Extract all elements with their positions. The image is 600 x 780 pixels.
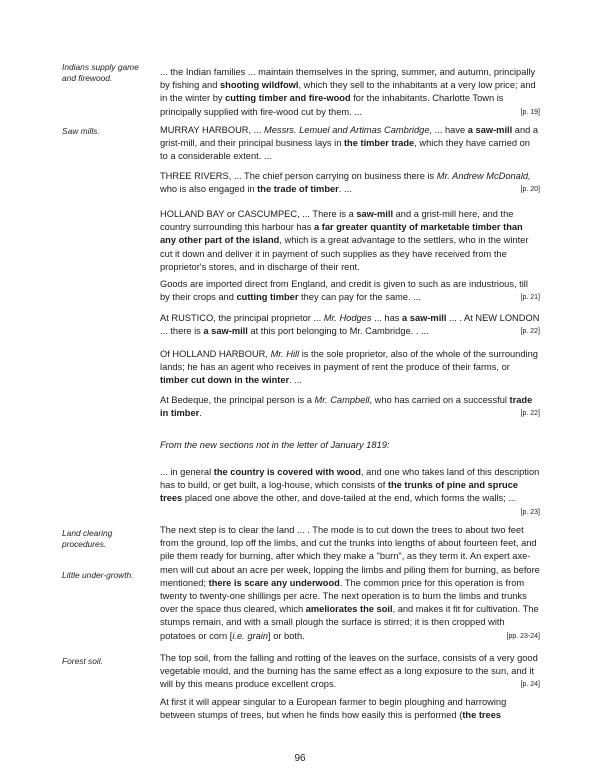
bold-run: a saw-mill [203,326,248,337]
paragraph-murray-harbour [160,124,540,164]
paragraph-holland-bay [160,208,540,274]
bold-run: timber cut down in the winter [160,375,290,386]
citation: [p. 22] [520,410,540,418]
bold-run: the trade of timber [257,184,339,195]
bold-run: a saw-mill [467,125,513,135]
paragraph-three-rivers [160,170,540,196]
bold-run: cutting timber [236,292,299,303]
margin-note-saw-mills: Saw mills. [62,126,100,136]
text-run: for the inhabitants. Charlotte Town is principally supplied with fire-wood cut by them. ... [160,93,504,117]
margin-note-undergrowth: Little under-growth. [62,570,134,580]
citation: [pp. 23-24] [506,632,540,640]
paragraph-rustico [160,312,540,338]
citation: [p. 24] [520,681,540,689]
text-run: Of HOLLAND HARBOUR, [160,349,271,359]
bold-run: there is scare any underwood [208,577,340,588]
margin-note-indians: Indians supply game and firewood. [62,62,139,83]
bold-run: the timber trade [343,138,415,149]
text-run: placed one above the other, and dove-tailed at the end, which forms the walls; ... [182,493,517,504]
bold-run: the country is covered with wood [213,467,361,477]
citation: [p. 22] [520,328,540,336]
text-run: , and one who takes land of this description has to build, or get built, a log-house, which consists of [160,467,540,491]
paragraph-clear-land [160,524,540,643]
text-run: ... have [432,125,468,135]
italic-run: Mr. Andrew McDonald, [436,171,531,181]
bold-run: the trees [462,710,502,721]
text-run: At Bedeque, the principal person is a [160,395,315,405]
text-run: At RUSTICO, the principal proprietor ... [160,313,324,323]
paragraph-top-soil [160,652,540,692]
section-heading: From the new sections not in the letter of January 1819: [160,440,390,450]
italic-run: Mr. Hill [270,349,300,359]
text-run: . [199,408,202,419]
text-run: . ... [289,375,303,386]
text-run: ... has [371,313,403,323]
text-run: HOLLAND BAY or CASCUMPEC, ... There is a [160,209,357,219]
text-run: At first it will appear singular to a European farmer to begin ploughing and harrowing between stumps of trees, but when he finds how easily this is performed ( [160,697,507,721]
page-number: 96 [294,753,306,764]
paragraph-country-covered [160,466,540,519]
text-run: , which is a great advantage to the settlers, who in the winter cut it down and deliver it in payment of such supplies as they have received from the proprietor's stores, and in discharge of their rent. [160,235,529,272]
citation: [p. 20] [520,186,540,194]
citation: [p. 23] [520,508,540,516]
text-run: is the sole proprietor, also of the whole of the surrounding lands; he has an agent who receives in payment of rent the produce of their farms, or [160,349,538,373]
text-run: The next step is to clear the land ... . The mode is to cut down the trees to about two feet from the ground, lop off the limbs, and cut the trunks into lengths of about fourteen feet, and pile them ready for burning, after which they make a "burn", as they term it. An expert axe-men will cut about an acre per week, lopping the limbs and piling them for burning, as before mentioned; [160,525,540,588]
text-run: . The common price for this operation is from twenty to twenty-one shillings per acre. The next operation is to burn the limbs and trunks over the space thus cleared, which [160,577,527,615]
paragraph-indian-families [160,66,540,119]
text-run: MURRAY HARBOUR, ... [160,125,264,135]
text-run: Goods are imported direct from England, and credit is given to such as are industrious, till by their crops and [160,279,528,303]
text-run: ] or both. [268,630,305,641]
margin-note-land-clearing: Land clearing procedures. [62,528,113,549]
italic-run: Messrs. Lemuel and Artimas Cambridge, [264,125,433,135]
text-run: , and makes it fit for cultivation. The stumps remain, and with a small plough the surface is stirred; it is then cropped with potatoes or corn [ [160,604,539,641]
text-run: and a grist-mill, and their principal business lays in [160,125,539,149]
margin-note-forest-soil: Forest soil. [62,656,103,666]
bold-run: trade in timber [160,395,533,419]
text-run: , which they have carried on to a considerable extent. ... [160,138,530,162]
paragraph-at-first [160,696,540,722]
text-run: , who has carried on a successful [369,395,510,405]
text-run: . ... [338,184,352,195]
text-run: THREE RIVERS, ... The chief person carrying on business there is [160,171,437,181]
bold-run: cutting timber and fire-wood [225,93,351,104]
bold-run: saw-mill [356,209,394,219]
bold-run: ameliorates the soil [305,604,393,615]
text-run: who is also engaged in [160,184,258,195]
bold-run: a far greater quantity of marketable timber than any other part of the island [160,222,523,246]
text-run: and a grist-mill here, and the country surrounding this harbour has [160,209,514,233]
text-run: ... the Indian families ... maintain themselves in the spring, summer, and autumn, principally by fishing and [160,67,536,91]
citation: [p. 21] [520,294,540,302]
paragraph-bedeque [160,394,540,420]
italic-run: i.e. grain [232,630,269,641]
text-run: at this port belonging to Mr. Cambridge. . ... [247,326,429,337]
italic-run: Mr. Hodges [323,313,372,323]
italic-run: Mr. Campbell [314,395,370,405]
text-run: they can pay for the same. ... [298,292,421,303]
paragraph-goods-imported [160,278,540,304]
paragraph-holland-harbour [160,348,540,388]
bold-run: a saw-mill [402,313,447,323]
bold-run: shooting wildfowl [219,80,299,91]
text-run: , which they sell to the inhabitants at a very low price; and in the winter by [160,80,536,104]
citation: [p. 19] [520,108,540,116]
text-run: ... . At NEW LONDON ... there is [160,313,540,337]
bold-run: the trunks of pine and spruce trees [160,480,519,504]
text-run: The top soil, from the falling and rotting of the leaves on the surface, consists of a very good vegetable mould, and the burning has the same effect as a long exposure to the sun, and it will by this means produce excellent crops. [160,653,538,690]
text-run: ... in general [160,467,214,477]
